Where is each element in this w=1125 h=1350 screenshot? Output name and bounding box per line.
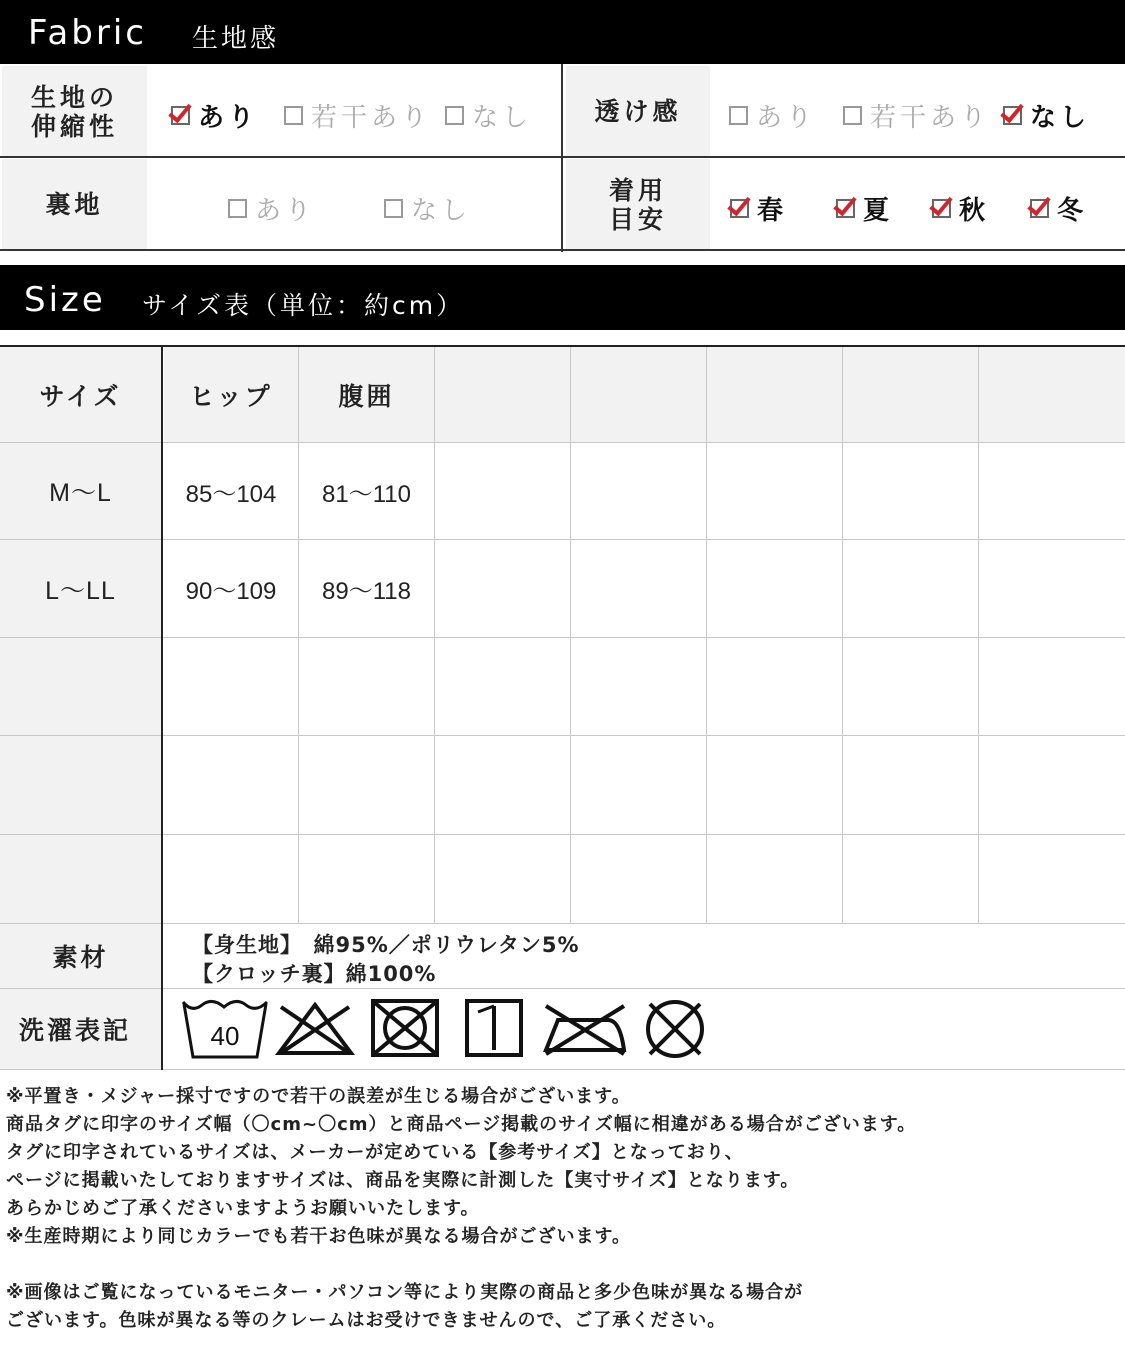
sheer-label: 透け感: [566, 66, 710, 157]
column-header-hip: ヒップ: [164, 347, 298, 442]
material-line-crotch: 【クロッチ裏】綿100%: [192, 962, 437, 986]
fabric-title-jp: 生地感: [192, 24, 280, 54]
checkbox-icon: [445, 106, 464, 125]
season-option-spring[interactable]: 春: [730, 190, 787, 227]
lining-label: 裏地: [2, 159, 147, 250]
note-line: ページに掲載いたしておりますサイズは、商品を実際に計測した【実寸サイズ】となります。: [6, 1170, 800, 1191]
note-spacer: [6, 1251, 1116, 1279]
divider: [0, 1069, 1125, 1070]
divider: [706, 347, 707, 924]
season-option-winter[interactable]: 冬: [1030, 190, 1087, 227]
table-cell: 85～104: [185, 480, 277, 508]
checkbox-icon: [1030, 199, 1049, 218]
wash-40-icon: [180, 999, 270, 1061]
row-label-empty: [0, 736, 161, 834]
note-line: ※画像はご覧になっているモニター・パソコン等により実際の商品と多少色味が異なる場合が: [6, 1282, 804, 1303]
divider: [0, 637, 1125, 638]
check-mark-icon: [168, 99, 191, 124]
divider: [0, 539, 1125, 540]
lining-option-nashi[interactable]: なし: [384, 190, 471, 227]
lining-option-ari[interactable]: あり: [228, 190, 315, 227]
note-line: ※平置き・メジャー採寸ですので若干の誤差が生じる場合がございます。: [6, 1086, 631, 1107]
size-title-jp: サイズ表（単位：約cm）: [142, 291, 465, 320]
no-dry-clean-icon: [642, 998, 708, 1060]
divider: [0, 442, 1125, 443]
season-option-summer[interactable]: 夏: [836, 190, 893, 227]
wash-temp-text: 40: [210, 1021, 240, 1051]
note-line: 商品タグに印字のサイズ幅（〇cm~〇cm）と商品ページ掲載のサイズ幅に相違がある場合がございます。: [6, 1114, 917, 1135]
material-text: [192, 931, 580, 989]
stretch-option-ari[interactable]: あり: [171, 97, 258, 134]
checkbox-icon: [836, 199, 855, 218]
check-mark-icon: [929, 192, 952, 217]
season-label: 着用 目安: [566, 159, 710, 250]
divider: [0, 834, 1125, 835]
checkbox-icon: [1003, 106, 1022, 125]
sheer-option-nashi[interactable]: なし: [1003, 97, 1090, 134]
divider: [978, 347, 979, 924]
checkbox-icon: [730, 199, 749, 218]
table-cell: 81～110: [322, 480, 411, 508]
stretch-label: 生地の 伸縮性: [2, 66, 147, 157]
table-cell: 89～118: [322, 578, 411, 605]
divider: [161, 347, 163, 1070]
no-tumble-dry-icon: [370, 998, 440, 1058]
note-line: ございます。色味が異なる等のクレームはお受けできませんので、ご了承ください。: [6, 1310, 727, 1331]
divider: [842, 347, 843, 924]
fabric-grid: [0, 64, 1125, 252]
care-label: 洗濯表記: [0, 989, 161, 1069]
stretch-option-nashi[interactable]: なし: [445, 97, 532, 134]
column-header-waist: 腹囲: [299, 347, 434, 442]
no-bleach-icon: [275, 1001, 355, 1057]
no-iron-icon: [540, 998, 630, 1058]
divider: [298, 347, 299, 924]
sheer-option-ari[interactable]: あり: [729, 97, 816, 134]
checkbox-icon: [932, 199, 951, 218]
checkbox-icon: [171, 106, 190, 125]
row-label: L～LL: [0, 540, 161, 637]
fabric-title-en: Fabric: [28, 13, 147, 53]
table-cell: 90～109: [185, 578, 277, 605]
checkbox-icon: [228, 199, 247, 218]
size-header-label: サイズ: [0, 347, 161, 442]
column-header-empty: [435, 347, 1125, 442]
fabric-header-bar: [0, 0, 1125, 64]
divider: [561, 64, 563, 252]
material-label: 素材: [0, 924, 161, 988]
checkbox-icon: [729, 106, 748, 125]
check-mark-icon: [1000, 99, 1023, 124]
size-title-en: Size: [24, 280, 106, 320]
sheer-option-jakkan[interactable]: 若干あり: [843, 97, 990, 134]
check-mark-icon: [833, 192, 856, 217]
note-line: ※生産時期により同じカラーでも若干お色味が異なる場合がございます。: [6, 1226, 632, 1247]
checkbox-icon: [384, 199, 403, 218]
divider: [0, 923, 1125, 924]
stretch-option-jakkan[interactable]: 若干あり: [284, 97, 431, 134]
checkbox-icon: [843, 106, 862, 125]
checkbox-icon: [284, 106, 303, 125]
divider: [0, 735, 1125, 736]
material-line-body: 【身生地】 綿95%／ポリウレタン5%: [192, 933, 580, 957]
row-label-empty: [0, 835, 161, 923]
notes: [6, 1083, 1116, 1335]
note-line: あらかじめご了承くださいますようお願いいたします。: [6, 1198, 480, 1219]
row-label: M～L: [0, 443, 161, 539]
line-dry-icon: [464, 998, 524, 1058]
check-mark-icon: [1027, 192, 1050, 217]
row-label-empty: [0, 638, 161, 735]
divider: [434, 347, 435, 924]
divider: [570, 347, 571, 924]
size-header-bar: [0, 265, 1125, 330]
note-line: タグに印字されているサイズは、メーカーが定めている【参考サイズ】となっており、: [6, 1142, 744, 1163]
check-mark-icon: [727, 192, 750, 217]
season-option-autumn[interactable]: 秋: [932, 190, 989, 227]
